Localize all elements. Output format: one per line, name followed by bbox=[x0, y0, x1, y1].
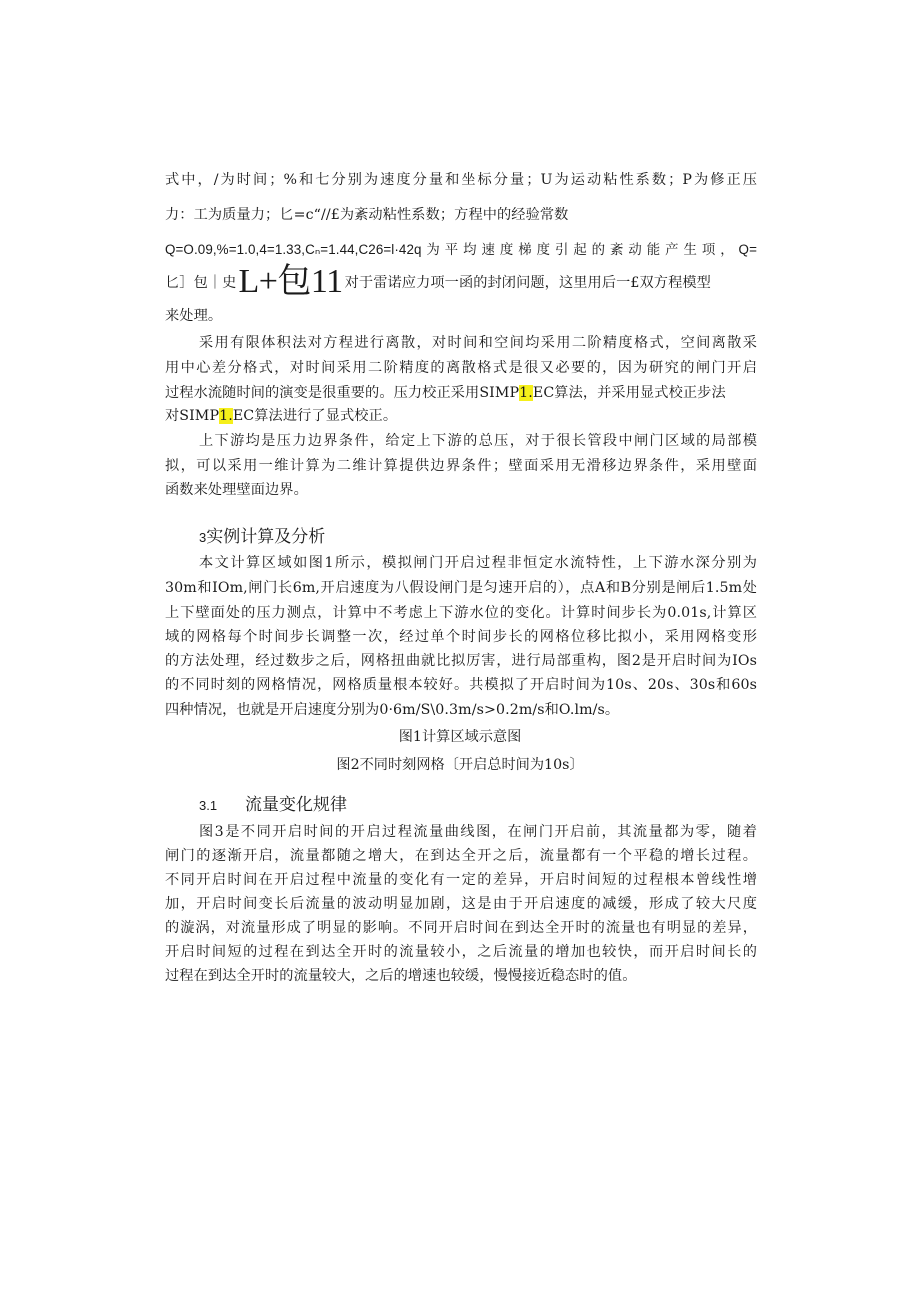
text-line: 上下游均是压力边界条件，给定上下游的总压，对于很长管段中闸门区域的局部模 bbox=[199, 433, 757, 449]
text-line: 加，开启时间变长后流量的波动明显加剧，这是由于开启速度的减缓，形成了较大尺度 bbox=[165, 896, 757, 912]
figure-caption: 图1计算区域示意图 bbox=[398, 729, 522, 745]
text-line: 力：工为质量力；匕=c“//£为紊动粘性系数；方程中的经验常数 bbox=[165, 207, 569, 223]
text-line bbox=[165, 383, 757, 403]
highlighted-text: 1. bbox=[219, 408, 233, 424]
text-fragment: 对于雷诺应力项一函的封闭问题，这里用后一£双方程模型 bbox=[344, 275, 711, 291]
text-line: 的不同时刻的网格情况，网格质量根本较好。共模拟了开启时间为10s、20s、30s和60s bbox=[165, 677, 757, 693]
text-line: 域的网格每个时间步长调整一次，经过单个时间步长的网格位移比拟小，采用网格变形 bbox=[165, 629, 757, 645]
subsection-heading bbox=[199, 794, 347, 817]
text-fragment: 过程水流随时间的演变是很重要的。压力校正采用SIMP bbox=[165, 385, 520, 401]
highlighted-text: 1. bbox=[519, 385, 533, 401]
text-line: 拟，可以采用一维计算为二维计算提供边界条件；壁面采用无滑移边界条件，采用壁面 bbox=[165, 458, 757, 474]
text-line: 闸门的逐渐开启，流量都随之增大，在到达全开之后，流量都有一个平稳的增长过程。 bbox=[165, 848, 757, 864]
text-line: 来处理。 bbox=[165, 308, 223, 324]
text-fragment: EC算法进行了显式校正。 bbox=[232, 408, 398, 424]
text-line: 开启时间短的过程在到达全开时的流量较小，之后流量的增加也较快，而开启时间长的 bbox=[165, 944, 757, 960]
formula-fragment: 匕］包｜史 bbox=[165, 275, 237, 291]
text-line: 30m和IOm,闸门长6m,开启速度为八假设闸门是匀速开启的），点A和B分别是闸后1.5m处 bbox=[165, 580, 757, 596]
figure-caption: 图2不同时刻网格〔开启总时间为10s〕 bbox=[336, 757, 584, 773]
text-line: 四种情况，也就是开启速度分别为0·6m∕S\0.3m∕s>0.2m∕s和O.lm/s。 bbox=[165, 702, 620, 718]
text-line: 过程在到达全开时的流量较大，之后的增速也较缓，慢慢接近稳态时的值。 bbox=[165, 968, 637, 984]
subsection-title: 流量变化规律 bbox=[245, 795, 347, 815]
section-number: 3 bbox=[199, 530, 207, 545]
text-line: 用中心差分格式，对时间采用二阶精度的离散格式是很又必要的，因为研究的闸门开启 bbox=[165, 360, 757, 376]
text-line: 本文计算区域如图1所示，模拟闸门开启过程非恒定水流特性，上下游水深分别为 bbox=[199, 555, 757, 571]
formula-large: L+包11 bbox=[238, 263, 343, 300]
text-line: 的方法处理，经过数步之后，网格扭曲就比拟厉害，进行局部重构，图2是开启时间为IOs bbox=[165, 653, 757, 669]
text-line: 图3是不同开启时间的开启过程流量曲线图，在闸门开启前，其流量都为零，随着 bbox=[199, 824, 757, 840]
text-line: 的漩涡，对流量形成了明显的影响。不同开启时间在到达全开时的流量也有明显的差异， bbox=[165, 920, 757, 936]
text-line: 上下壁面处的压力测点，计算中不考虑上下游水位的变化。计算时间步长为0.01s,计算区 bbox=[165, 605, 757, 621]
text-fragment: EC算法，并采用显式校正步法 bbox=[532, 385, 726, 401]
subsection-number: 3.1 bbox=[199, 798, 218, 813]
section-heading bbox=[199, 526, 325, 549]
text-line: 采用有限体积法对方程进行离散，对时间和空间均采用二阶精度格式，空间离散采 bbox=[199, 335, 757, 351]
text-line-with-formula bbox=[165, 263, 757, 300]
section-title: 实例计算及分析 bbox=[206, 527, 326, 547]
text-line: 式中，/为时间；%和七分别为速度分量和坐标分量；U为运动粘性系数；P为修正压 bbox=[165, 172, 757, 188]
text-line bbox=[165, 406, 757, 426]
text-line: 函数来处理壁面边界。 bbox=[165, 482, 308, 498]
text-line: Q=O.09,%=1.0,4=1.33,Cₙ=1.44,C26=l·42q为平均速度梯度引起的紊动能产生项，Q= bbox=[165, 242, 757, 257]
text-line: 不同开启时间在开启过程中流量的变化有一定的差异，开启时间短的过程根本曾线性增 bbox=[165, 872, 757, 888]
text-fragment: 对SIMP bbox=[165, 408, 220, 424]
